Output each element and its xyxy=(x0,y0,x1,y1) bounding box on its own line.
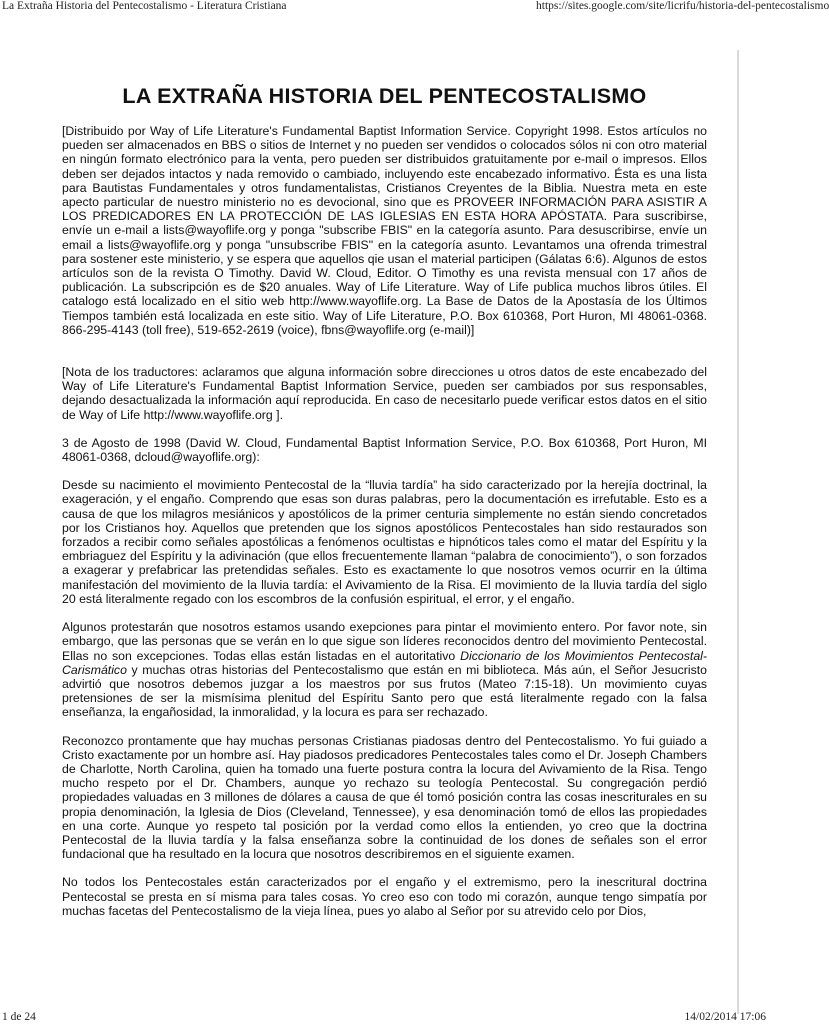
paragraph-not-all: No todos los Pentecostales están caracterizados por el engaño y el extremismo, pero la inescritural doctrina Pentecostal se presta en sí misma para tales cosas. Yo creo eso con todo mi corazón, aunque tengo simpatía por muchas facetas del Pentecostalismo de la vieja línea, pues yo alabo al Señor por su atrevido celo por Dios, xyxy=(62,875,707,918)
paragraph-translator-note: [Nota de los traductores: aclaramos que alguna información sobre direcciones u otros datos de este encabezado del Way of Life Literature's Fundamental Baptist Information Service, pueden ser cambiados por sus responsables, dejando desactualizada la información aquí reproducida. En caso de necesitarlo puede verificar estos datos en el sitio de Way of Life http://www.wayoflife.org ]. xyxy=(62,365,707,422)
page-footer-count: 1 de 24 xyxy=(2,1011,36,1023)
page-header-title: La Extraña Historia del Pentecostalismo - Literatura Cristiana xyxy=(2,0,287,12)
paragraph-pious-pentecostals: Reconozco prontamente que hay muchas personas Cristianas piadosas dentro del Pentecostalismo. Yo fui guiado a Cristo exactamente por un hombre así. Hay piadosos predicadores Pentecostales tales como el Dr. Joseph Chambers de Charlotte, North Carolina, quien ha tomado una fuerte postura contra la locura del Avivamiento de la Risa. Tengo mucho respeto por el Dr. Chambers, aunque yo rechazo su teología Pentecostal. Su congregación perdió propiedades valuadas en 3 millones de dólares a causa de que él tomó posición contra las cosas inescriturales en su propia denominación, la Iglesia de Dios (Cleveland, Tennessee), y esa denominación tomó de ellos las propiedades en una corte. Aunque yo respeto tal posición por la verdad como ellos la entienden, yo creo que la doctrina Pentecostal de la lluvia tardía y la falsa enseñanza sobre la continuidad de los dones de señales son el error fundacional que ha resultado en la locura que nosotros describiremos en el siguiente examen. xyxy=(62,733,707,862)
book-title-reference: Diccionario de los Movimientos Pentecostal-Carismático xyxy=(62,648,707,677)
paragraph-disclaimer: [Distribuido por Way of Life Literature's Fundamental Baptist Information Service. Copyright 1998. Estos artículos no pueden ser almacenados en BBS o sitios de Internet y no pueden ser vendidos o colocados sólos ni con otro material en ningún formato electrónico para la venta, pero pueden ser distribuidos gratuitamente por e-mail o impresos. Ellos deben ser dejados intactos y nada removido o cambiado, incluyendo este encabezado informativo. Ésta es una lista para Bautistas Fundamentales y otros fundamentalistas, Cristianos Creyentes de la Biblia. Nuestra meta en este apecto particular de nuestro ministerio no es devocional, sino que es PROVEER INFORMACIÓN PARA ASISTIR A LOS PREDICADORES EN LA PROTECCIÓN DE LAS IGLESIAS EN ESTA HORA APÓSTATA. Para suscribirse, envíe un e-mail a lists@wayoflife.org y ponga "subscribe FBIS" en la categoría asunto. Para desuscribirse, envíe un email a lists@wayoflife.org y ponga "unsubscribe FBIS" en la categoría asunto. Levantamos una ofrenda trimestral para sostener este ministerio, y se espera que aquellos qie usan el material participen (Gálatas 6:6). Algunos de estos artículos son de la revista O Timothy. David W. Cloud, Editor. O Timothy es una revista mensual con 17 años de publicación. La subscripción es de $20 anuales. Way of Life Literature. Way of Life publica muchos libros útiles. El catalogo está localizado en el sitio web http://www.wayoflife.org. La Base de Datos de la Apostasía de los Últimos Tiempos también está localizada en este sitio. Way of Life Literature, P.O. Box 610368, Port Huron, MI 48061-0368. 866-295-4143 (toll free), 519-652-2619 (voice), fbns@wayoflife.org (e-mail)] xyxy=(62,124,707,337)
paragraph-exceptions-part-a: Algunos protestarán que nosotros estamos usando exepciones para pintar el movimiento entero. Por favor note, sin embargo, que las personas que se verán en lo que sigue son líderes reconocidos dentro del movimiento Pentecostal. Ellas no son excepciones. Todas ellas están listadas en el autoritativo xyxy=(62,620,707,663)
page-header-url: https://sites.google.com/site/licrifu/historia-del-pentecostalismo xyxy=(536,0,829,12)
page-edge-divider xyxy=(737,50,739,1014)
article-body xyxy=(62,84,707,932)
article-title: LA EXTRAÑA HISTORIA DEL PENTECOSTALISMO xyxy=(122,84,647,108)
page-footer-datetime: 14/02/2014 17:06 xyxy=(684,1011,766,1023)
paragraph-exceptions xyxy=(62,620,707,719)
paragraph-dateline: 3 de Agosto de 1998 (David W. Cloud, Fundamental Baptist Information Service, P.O. Box 610368, Port Huron, MI 48061-0368, dcloud@wayoflife.org): xyxy=(62,435,707,465)
paragraph-intro: Desde su nacimiento el movimiento Pentecostal de la “lluvia tardía” ha sido caracterizado por la herejía doctrinal, la exageración, y el engaño. Comprendo que esas son duras palabras, pero la documentación es irrefutable. Esto es a causa de que los milagros mesiánicos y apostólicos de la primer centuria simplemente no están siendo concretados por los Cristianos hoy. Aquellos que pretenden que los signos apostólicos Pentecostales han sido restaurados son forzados a recibir como señales apostólicas a fenómenos ocultistas e hipnóticos tales como el matar del Espíritu y la embriaguez del Espíritu y la adivinación (que ellos frecuentemente llaman “palabra de conocimiento”), o son forzados a exagerar y prefabricar las pretendidas señales. Esto es exactamente lo que nosotros vemos ocurrir en la última manifestación del movimiento de la lluvia tardía: el Avivamiento de la Risa. El movimiento de la lluvia tardía del siglo 20 está literalmente regado con los escombros de la confusión espiritual, el error, y el engaño. xyxy=(62,478,707,606)
paragraph-exceptions-part-b: y muchas otras historias del Pentecostalismo que están en mi biblioteca. Más aún, el Señor Jesucristo advirtió que nosotros debemos juzgar a los maestros por sus frutos (Mateo 7:15-18). Un movimiento cuyas pretensiones de ser la mismísima plenitud del Espíritu Santo pero que está literalmente regado con la falsa enseñanza, la engañosidad, la inmoralidad, y la locura es para ser rechazado. xyxy=(62,662,707,720)
